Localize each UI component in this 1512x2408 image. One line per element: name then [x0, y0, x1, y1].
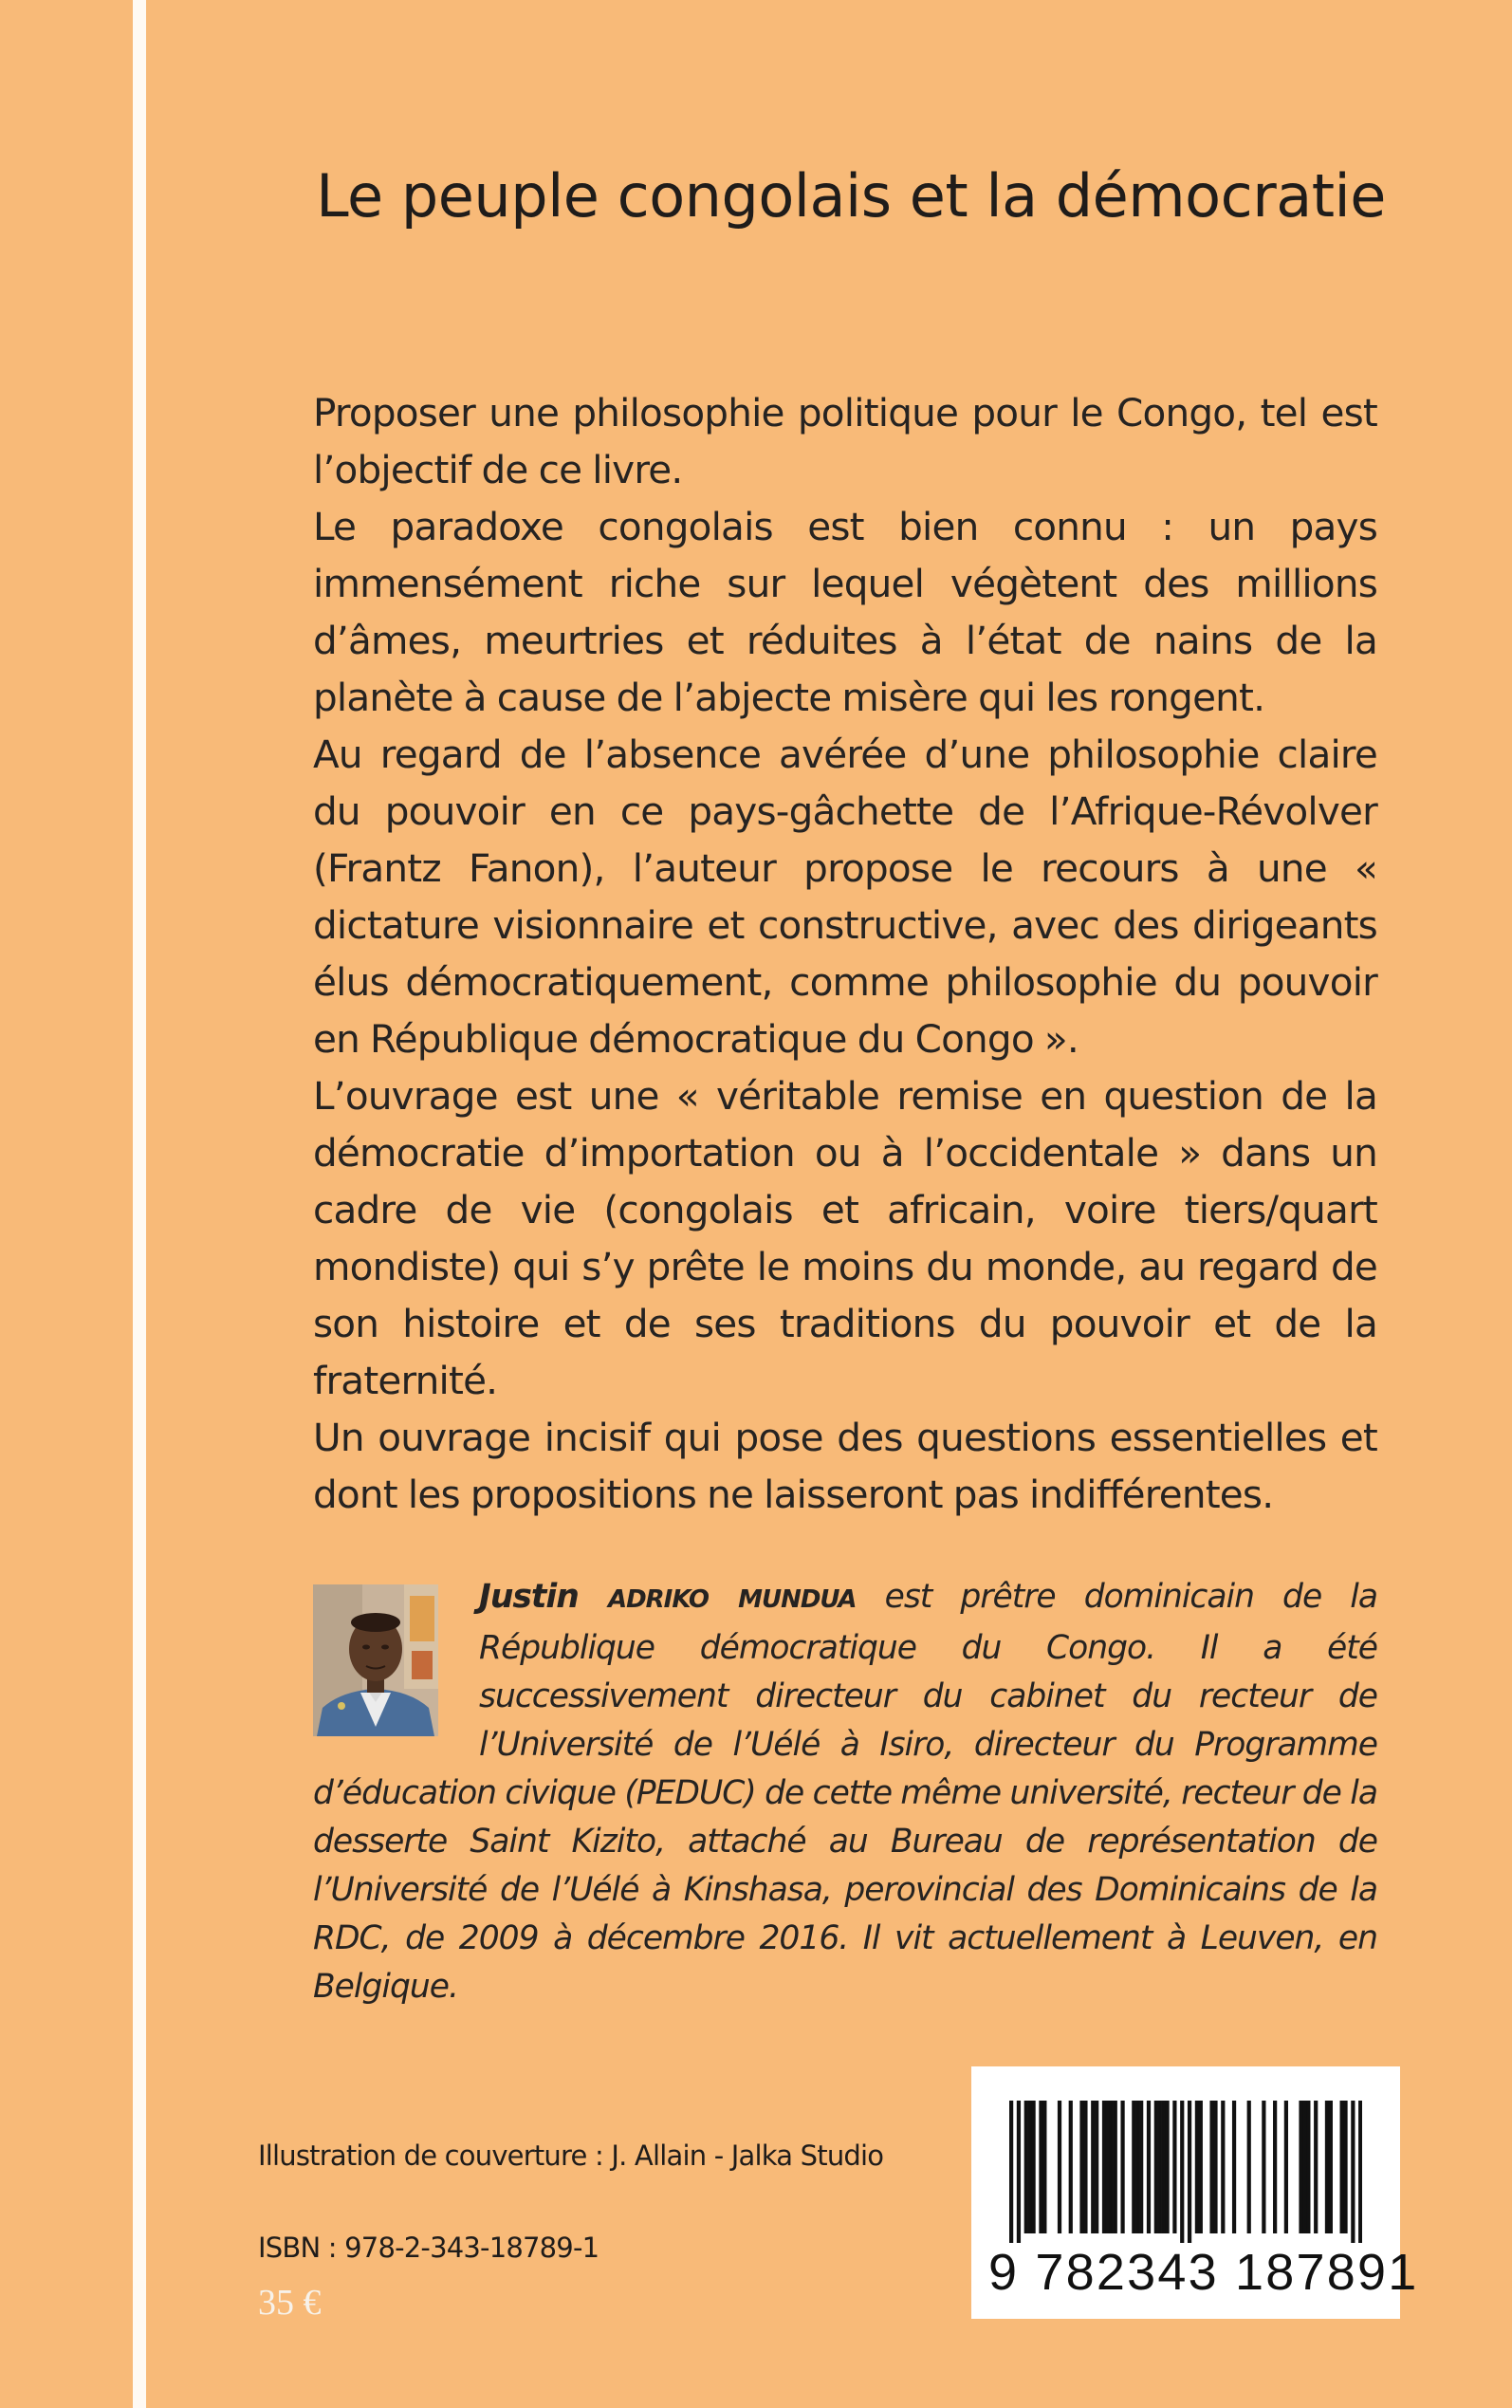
barcode-bar	[1262, 2101, 1265, 2233]
author-last-name-1: ADRIKO	[607, 1585, 709, 1614]
barcode-bar	[1343, 2101, 1347, 2233]
barcode-bar	[1299, 2101, 1302, 2233]
barcode-bar	[1114, 2101, 1117, 2233]
barcode-bar	[1195, 2101, 1199, 2233]
barcode-bar	[1158, 2101, 1162, 2233]
summary-paragraph-2: Le paradoxe congolais est bien connu : un pays immensément riche sur lequel végètent des millions d’âmes, meurtries et réduites à l’état de nains de la planète à cause de l’abjecte misère qui les rongent.	[313, 504, 1377, 720]
barcode-bar	[1165, 2101, 1169, 2233]
barcode-bar	[1221, 2101, 1225, 2233]
barcode-bar	[1351, 2101, 1355, 2243]
author-name	[479, 1578, 857, 1616]
price: 35 €	[258, 2283, 322, 2323]
barcode-bar	[1095, 2101, 1098, 2233]
book-summary	[313, 384, 1377, 1523]
barcode-bar	[1009, 2101, 1013, 2243]
barcode-bar	[1325, 2101, 1329, 2233]
barcode-bar	[1172, 2101, 1176, 2233]
illustration-credit: Illustration de couverture : J. Allain - Jalka Studio	[258, 2139, 884, 2172]
book-title: Le peuple congolais et la démocratie	[316, 161, 1386, 231]
barcode-bar	[1199, 2101, 1203, 2233]
barcode-bar	[1306, 2101, 1310, 2233]
barcode-bar	[1209, 2101, 1213, 2233]
barcode-bar	[1329, 2101, 1333, 2233]
barcode-bar	[1083, 2101, 1087, 2233]
barcode-bar	[1106, 2101, 1110, 2233]
barcode-bar	[1102, 2101, 1106, 2233]
barcode	[971, 2066, 1419, 2319]
isbn: ISBN : 978-2-343-18789-1	[258, 2232, 599, 2264]
barcode-bar	[1147, 2101, 1151, 2233]
barcode-bar	[1042, 2101, 1046, 2233]
barcode-bar	[1213, 2101, 1217, 2233]
barcode-bar	[1284, 2101, 1288, 2233]
barcode-bar	[1135, 2101, 1139, 2233]
barcode-bar	[1091, 2101, 1095, 2233]
barcode-digits: 9 782343 187891	[988, 2244, 1419, 2301]
barcode-bar	[1110, 2101, 1114, 2233]
barcode-bar	[1273, 2101, 1277, 2233]
barcode-bar	[1340, 2101, 1344, 2233]
barcode-bar	[1180, 2101, 1184, 2243]
author-bio	[313, 1573, 1377, 2011]
barcode-bar	[1358, 2101, 1362, 2243]
photo-spacer	[313, 1573, 479, 1725]
barcode-bar	[1031, 2101, 1035, 2233]
summary-paragraph-3: Au regard de l’absence avérée d’une philosophie claire du pouvoir en ce pays-gâchette de l’Afrique-Révolver (Frantz Fanon), l’auteur propose le recours à une « dictature visionnaire et constructive, avec des dirigeants élus démocratiquement, comme philosophie du pouvoir en République démocratique du Congo ».	[313, 732, 1377, 1062]
barcode-bar	[1017, 2101, 1021, 2243]
author-bio-text: est prêtre dominicain de la République démocratique du Congo. Il a été successivement directeur du cabinet du recteur de l’Université de l’Uélé à Isiro, directeur du Programme d’éducation civique (PEDUC) de cette même université, recteur de la desserte Saint Kizito, attaché au Bureau de représentation de l’Université de l’Uélé à Kinshasa, perovincial des Dominicains de la RDC, de 2009 à décembre 2016. Il vit actuellement à Leuven, en Belgique.	[313, 1578, 1377, 2006]
spine-edge	[133, 0, 146, 2408]
spine-strip	[0, 0, 133, 2408]
barcode-bar	[1139, 2101, 1143, 2233]
summary-paragraph-4: L’ouvrage est une « véritable remise en question de la démocratie d’importation ou à l’occidentale » dans un cadre de vie (congolais et africain, voire tiers/quart mondiste) qui s’y prête le moins du monde, au regard de son histoire et de ses traditions du pouvoir et de la fraternité.	[313, 1073, 1377, 1403]
barcode-bars-icon	[1009, 2101, 1362, 2243]
barcode-bar	[1188, 2101, 1191, 2243]
barcode-bar	[1314, 2101, 1318, 2233]
barcode-bar	[1154, 2101, 1158, 2233]
summary-paragraph-5: Un ouvrage incisif qui pose des questions essentielles et dont les propositions ne laisseront pas indifférentes.	[313, 1415, 1377, 1517]
barcode-bar	[1079, 2101, 1083, 2233]
barcode-bar	[1302, 2101, 1306, 2233]
summary-paragraph-1: Proposer une philosophie politique pour le Congo, tel est l’objectif de ce livre.	[313, 390, 1377, 492]
barcode-bar	[1024, 2101, 1028, 2233]
author-last-name-2: MUNDUA	[738, 1585, 857, 1614]
barcode-bar	[1232, 2101, 1236, 2233]
author-first-name: Justin	[479, 1578, 579, 1616]
barcode-bar	[1069, 2101, 1073, 2233]
barcode-bar	[1120, 2101, 1124, 2233]
barcode-bar	[1028, 2101, 1032, 2233]
barcode-bar	[1162, 2101, 1166, 2233]
barcode-bar	[1058, 2101, 1061, 2233]
barcode-bar	[1132, 2101, 1135, 2233]
barcode-bar	[1247, 2101, 1251, 2233]
barcode-bar	[1039, 2101, 1042, 2233]
